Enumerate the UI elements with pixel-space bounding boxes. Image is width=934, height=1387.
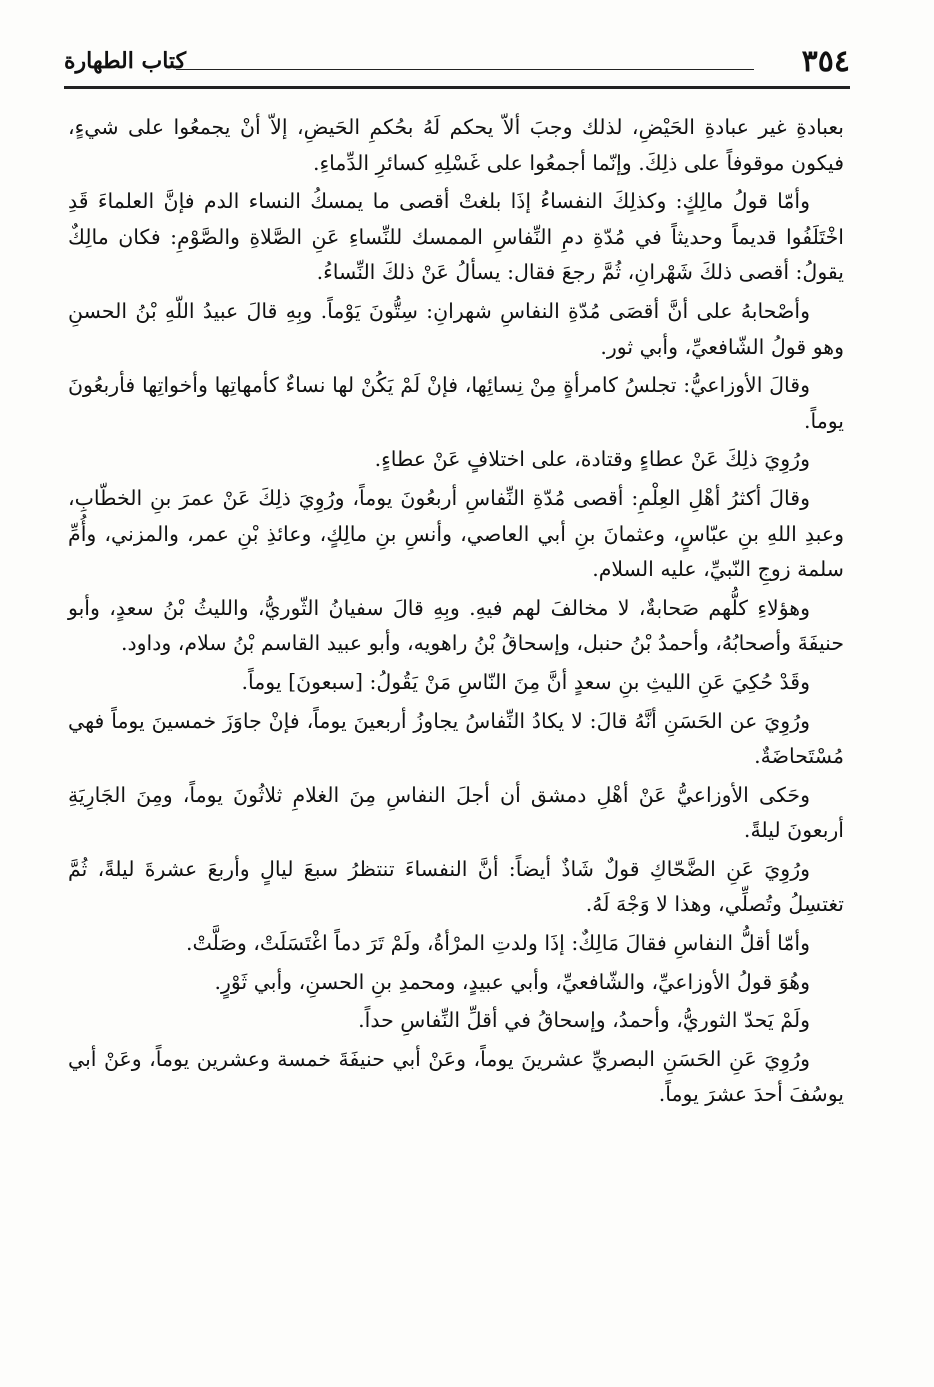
paragraph-9: ورُوِيَ عن الحَسَنِ أنَّهُ قالَ: لا يكادُ النِّفاسُ يجاوزُ أربعينَ يوماً، فإنْ جاوَزَ خمسينَ يوماً فهي مُسْتَحاضَةٌ. (68, 708, 844, 769)
paragraph-15: ورُوِيَ عَنِ الحَسَنِ البصريِّ عشرينَ يوماً، وعَنْ أبي حنيفَةَ خمسة وعشرين يوماً، وعَنْ أبي يوسُفَ أحدَ عشرَ يوماً. (68, 1046, 844, 1107)
book-title: كتاب الطهارة (64, 48, 187, 74)
paragraph-10: وحَكى الأوزاعيُّ عَنْ أهْلِ دمشق أن أجلَ النفاسِ مِنَ الغلامِ ثلاثُونَ يوماً، ومِنَ الجَارِيَةِ أربعونَ ليلةً. (68, 782, 844, 843)
paragraph-6: وقالَ أكثرُ أهْلِ العِلْمِ: أقصى مُدّةِ النِّفاسِ أربعُونَ يوماً، ورُوِيَ ذلِكَ عَنْ عمرَ بنِ الخطّابِ، وعبدِ اللهِ بنِ عبّاسٍ، وعثمانَ بنِ أبي العاصي، وأنسِ بنِ مالِكٍ، وعائذِ بْنِ عمر، والمزني، وأُمِّ سلمة زوجِ النّبيِّ، عليه السلام. (68, 485, 844, 582)
paragraph-3: وأصْحابهُ على أنَّ أقصَى مُدّةِ النفاسِ شهرانِ: سِتُّونَ يَوْماً. وبِهِ قالَ عبيدُ اللّهِ بْنُ الحسنِ وهو قولُ الشّافعيِّ، وأبي ثور. (68, 298, 844, 359)
paragraph-8: وقَدْ حُكِيَ عَنِ الليثِ بنِ سعدٍ أنَّ مِنَ النّاسِ مَنْ يَقُولُ: [سبعونَ] يوماً. (241, 669, 810, 694)
paragraph-5: ورُوِيَ ذلِكَ عَنْ عطاءٍ وقتادة، على اختلافٍ عَنْ عطاءٍ. (374, 447, 810, 472)
paragraph-7: وهؤلاءِ كلُّهم صَحابةٌ، لا مخالفَ لهم فيهِ. وبِهِ قالَ سفيانُ الثّوريُّ، والليثُ بْنُ سعدٍ، وأبو حنيفَةَ وأصحابُهُ، وأحمدُ بْنُ حنبل، وإسحاقُ بْنُ راهويه، وأبو عبيد القاسم بْنُ سلام، وداود. (68, 595, 844, 656)
paragraph-14: ولَمْ يَحدّ الثوريُّ، وأحمدُ، وإسحاقُ في أقلِّ النِّفاسِ حداً. (358, 1008, 810, 1033)
paragraph-11: ورُوِيَ عَنِ الضَّحّاكِ قولٌ شَاذٌ أيضاً: أنَّ النفساءَ تنتظرُ سبعَ ليالٍ وأربعَ عشرةَ ليلةً، ثُمَّ تغتسِلُ وتُصلِّي، وهذا لا وَجْهَ لَهُ. (68, 856, 844, 917)
header-thin-line (176, 69, 754, 70)
paragraph-1: بعبادةِ غير عبادةِ الحَيْضِ، لذلك وجبَ ألاّ يحكم لَهُ بحُكمِ الحَيضِ، إلاّ أنْ يجمعُوا على شيءٍ، فيكون موقوفاً على ذلِكَ. وإنّما أجمعُوا على غَسْلِهِ كسائرِ الدِّماءِ. (68, 115, 844, 175)
paragraph-2: وأمّا قولُ مالِكٍ: وكذلِكَ النفساءُ إذَا بلغتْ أقصى ما يمسكُ النساء الدم فإنَّ العلماءَ قَدِ اخْتَلَفُوا قديماً وحديثاً في مُدّةِ دمِ النِّفاسِ الممسك للنِّساءِ عَنِ الصَّلاةِ والصَّوْمِ: فكان مالِكٌ يقولُ: أقصى ذلكَ شَهْرانِ، ثُمَّ رجعَ فقال: يسألُ عَنْ ذلكَ النِّساءُ. (68, 189, 844, 285)
page-header (64, 40, 850, 92)
paragraph-12: وأمّا أقلُّ النفاسِ فقالَ مَالِكٌ: إذَا ولدتِ المرْأةُ، ولَمْ تَرَ دماً اغْتَسَلَتْ، وصَلَّتْ. (186, 931, 810, 956)
header-rule (64, 86, 850, 89)
page-body (68, 110, 844, 1116)
paragraph-13: وهُوَ قولُ الأوزاعيِّ، والشّافعيِّ، وأبي عبيدٍ، ومحمدِ بنِ الحسنِ، وأبي ثَوْرٍ. (214, 969, 810, 994)
paragraph-4: وقالَ الأوزاعيُّ: تجلسُ كامرأةٍ مِنْ نِسائِها، فإنْ لَمْ يَكُنْ لها نساءٌ كأمهاتِها وأخواتِها فأربعُونَ يوماً. (68, 373, 844, 433)
page-number: ٣٥٤ (801, 44, 850, 79)
